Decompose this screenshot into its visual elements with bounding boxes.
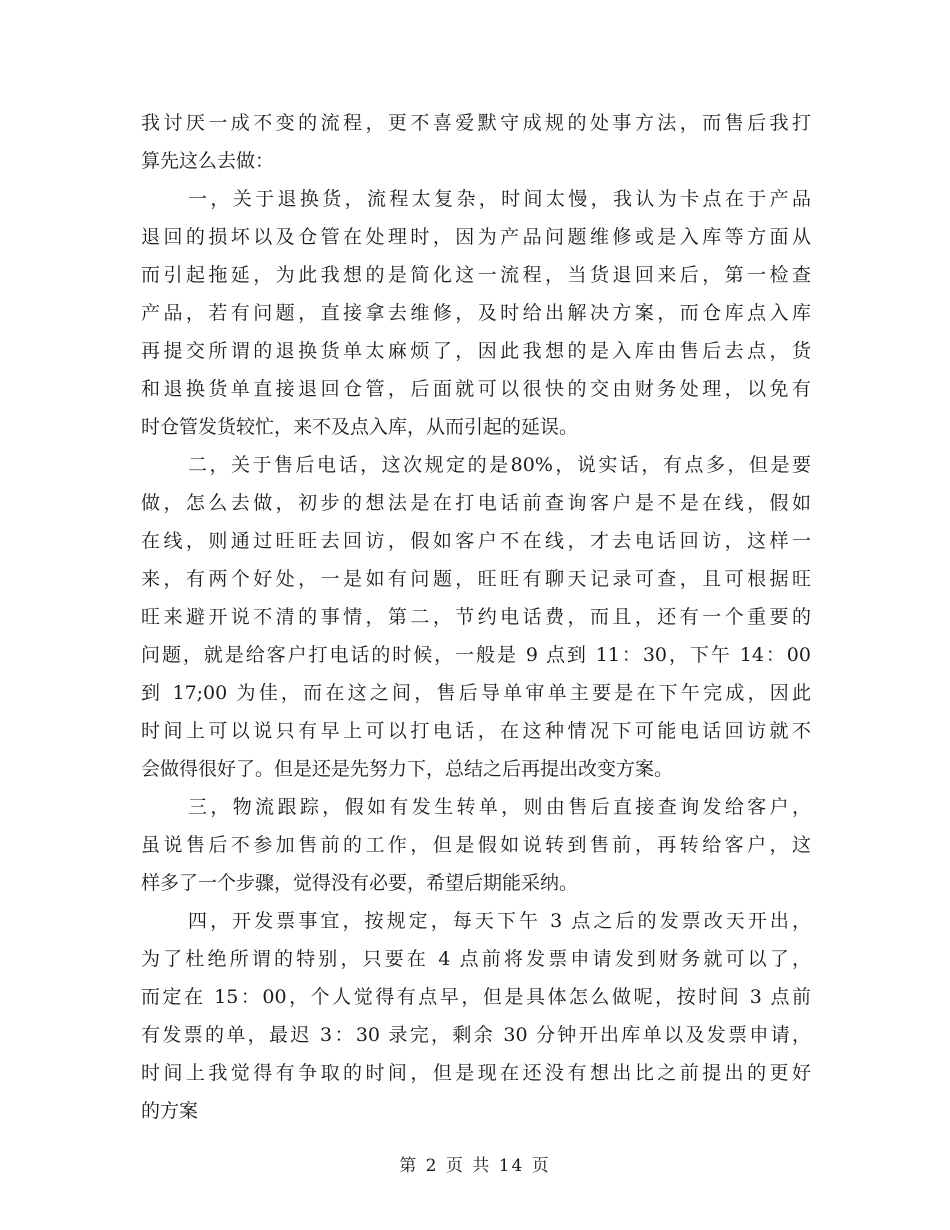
text-line: 时仓管发货较忙，来不及点入库，从而引起的延误。 xyxy=(141,416,579,438)
text-line: 有发票的单，最迟 3：30 录完，剩余 30 分钟开出库单以及发票申请， xyxy=(141,1024,811,1046)
text-line: 和退换货单直接退回仓管，后面就可以很快的交由财务处理，以免有 xyxy=(141,378,811,400)
text-line: 四，开发票事宜，按规定，每天下午 3 点之后的发票改天开出， xyxy=(188,910,811,932)
text-line: 而引起拖延，为此我想的是简化这一流程，当货退回来后，第一检查 xyxy=(141,264,811,286)
text-line: 我讨厌一成不变的流程，更不喜爱默守成规的处事方法，而售后我打 xyxy=(141,112,811,134)
text-line: 到 17;00 为佳，而在这之间，售后导单审单主要是在下午完成，因此 xyxy=(141,682,811,704)
page-footer: 第 2 页 共 14 页 xyxy=(399,1156,551,1176)
text-line: 产品，若有问题，直接拿去维修，及时给出解决方案，而仓库点入库 xyxy=(141,302,811,324)
text-line: 时间上我觉得有争取的时间，但是现在还没有想出比之前提出的更好 xyxy=(141,1062,811,1084)
text-line: 样多了一个步骤，觉得没有必要，希望后期能采纳。 xyxy=(141,872,579,894)
text-line: 再提交所谓的退换货单太麻烦了，因此我想的是入库由售后去点，货 xyxy=(141,340,811,362)
text-line: 虽说售后不参加售前的工作，但是假如说转到售前，再转给客户，这 xyxy=(141,834,811,856)
text-line: 在线，则通过旺旺去回访，假如客户不在线，才去电话回访，这样一 xyxy=(141,530,811,552)
text-line: 会做得很好了。但是还是先努力下，总结之后再提出改变方案。 xyxy=(141,758,674,780)
text-line: 时间上可以说只有早上可以打电话，在这种情况下可能电话回访就不 xyxy=(141,720,811,742)
text-line: 退回的损坏以及仓管在处理时，因为产品问题维修或是入库等方面从 xyxy=(141,226,811,248)
text-line: 三，物流跟踪，假如有发生转单，则由售后直接查询发给客户， xyxy=(188,796,811,818)
document-body xyxy=(141,104,811,1130)
text-line: 为了杜绝所谓的特别，只要在 4 点前将发票申请发到财务就可以了， xyxy=(141,948,811,970)
text-line: 问题，就是给客户打电话的时候，一般是 9 点到 11：30，下午 14：00 xyxy=(141,644,811,666)
text-line: 而定在 15：00，个人觉得有点早，但是具体怎么做呢，按时间 3 点前 xyxy=(141,986,811,1008)
text-line: 一，关于退换货，流程太复杂，时间太慢，我认为卡点在于产品 xyxy=(188,188,811,210)
text-line: 的方案 xyxy=(141,1100,199,1122)
text-line: 旺来避开说不清的事情，第二，节约电话费，而且，还有一个重要的 xyxy=(141,606,811,628)
text-line: 做，怎么去做，初步的想法是在打电话前查询客户是不是在线，假如 xyxy=(141,492,811,514)
text-line: 二，关于售后电话，这次规定的是80%，说实话，有点多，但是要 xyxy=(188,454,811,476)
text-line: 算先这么去做： xyxy=(141,150,275,172)
text-line: 来，有两个好处，一是如有问题，旺旺有聊天记录可查，且可根据旺 xyxy=(141,568,811,590)
